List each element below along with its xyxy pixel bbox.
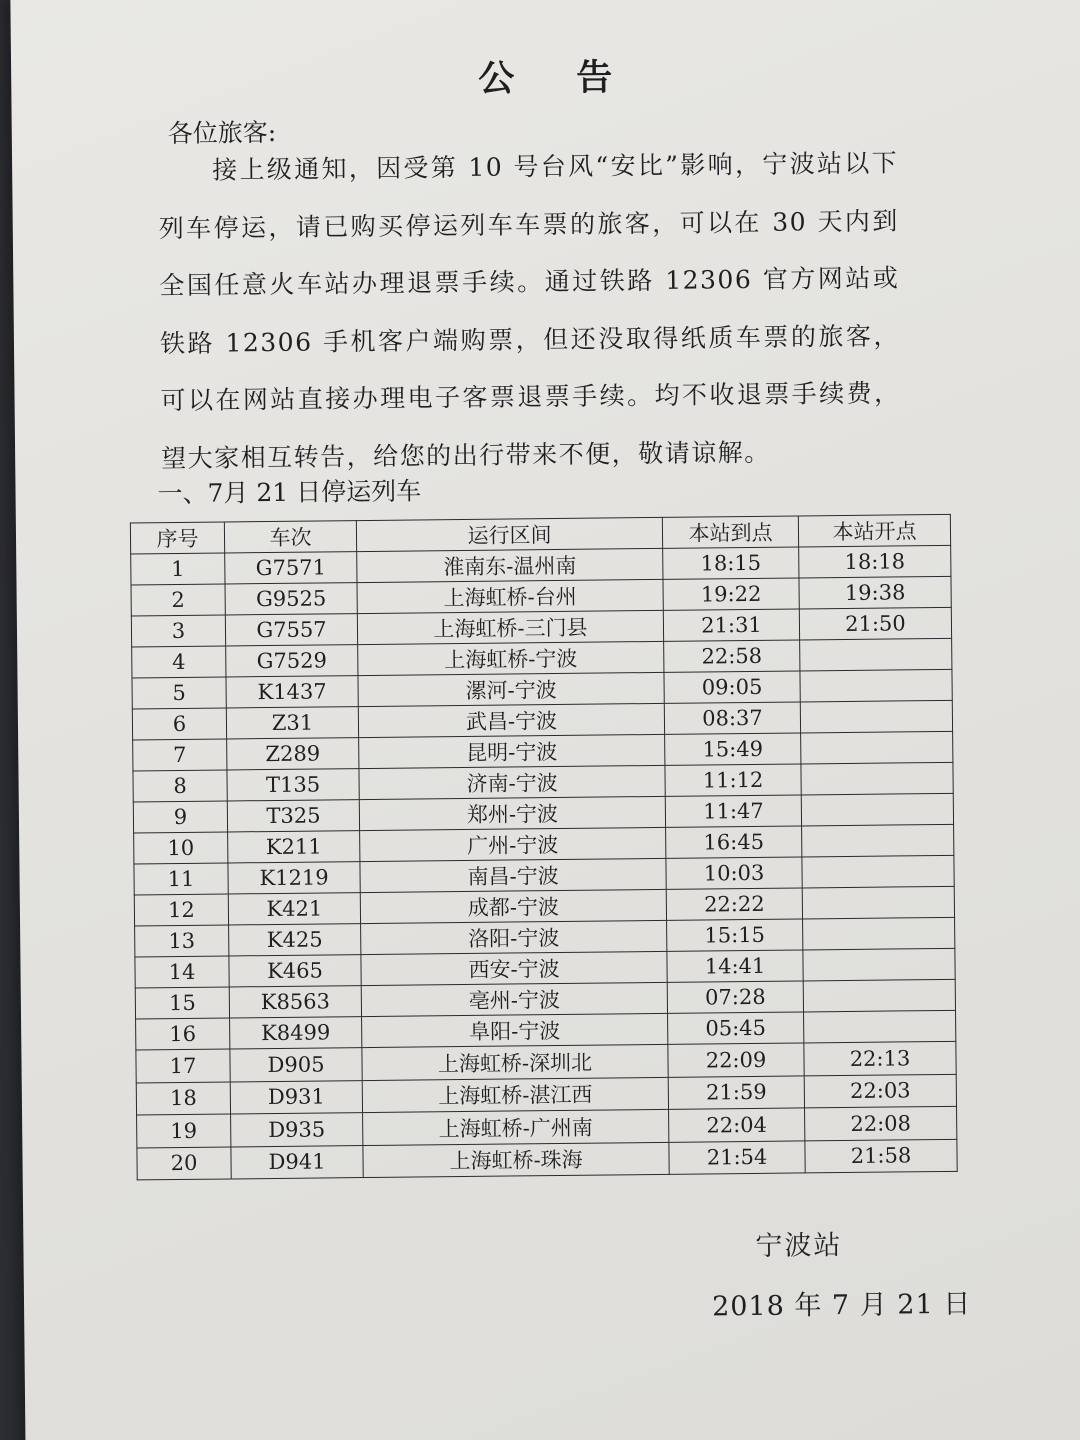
notice-paper	[10, 0, 1080, 1440]
cell-train: T135	[227, 769, 359, 801]
cell-route: 成都-宁波	[360, 889, 666, 923]
cell-departure	[801, 731, 953, 764]
cell-route: 上海虹桥-广州南	[363, 1109, 669, 1145]
cell-route: 上海虹桥-宁波	[358, 641, 664, 675]
cell-route: 上海虹桥-三门县	[357, 610, 663, 644]
cell-route: 亳州-宁波	[361, 982, 667, 1016]
cell-train: K425	[229, 924, 361, 956]
cell-route: 洛阳-宁波	[361, 920, 667, 954]
cell-arrival: 16:45	[666, 826, 802, 858]
cell-route: 漯河-宁波	[358, 672, 664, 706]
cell-route: 阜阳-宁波	[362, 1013, 668, 1047]
cell-number: 19	[137, 1114, 231, 1147]
section-heading: 一、7月 21 日停运列车	[157, 476, 422, 509]
cell-number: 15	[135, 987, 229, 1019]
cell-number: 20	[137, 1146, 231, 1179]
cell-number: 4	[132, 646, 226, 678]
cell-train: D931	[230, 1080, 362, 1114]
station-signature: 宁波站	[755, 1230, 843, 1262]
table-body	[131, 545, 958, 1180]
cell-departure: 22:13	[804, 1041, 956, 1075]
cell-number: 9	[133, 801, 227, 833]
cell-route: 广州-宁波	[360, 827, 666, 861]
cell-number: 18	[136, 1081, 230, 1114]
cell-route: 郑州-宁波	[359, 796, 665, 830]
cell-route: 上海虹桥-台州	[357, 579, 663, 613]
suspended-trains-table	[130, 514, 958, 1181]
cell-route: 西安-宁波	[361, 951, 667, 985]
cell-number: 13	[135, 925, 229, 957]
cell-number: 11	[134, 863, 228, 895]
notice-title: 公告	[478, 56, 675, 100]
cell-train: D941	[231, 1145, 363, 1179]
cell-train: G7571	[225, 552, 357, 584]
column-header-train: 车次	[224, 521, 356, 553]
cell-departure	[801, 793, 953, 826]
cell-route: 上海虹桥-湛江西	[362, 1077, 668, 1113]
cell-train: K8499	[230, 1017, 362, 1049]
cell-arrival: 05:45	[668, 1012, 804, 1044]
cell-route: 昆明-宁波	[359, 734, 665, 768]
cell-departure	[803, 948, 955, 981]
cell-departure	[803, 917, 955, 950]
cell-arrival: 15:49	[665, 733, 801, 765]
column-header-number: 序号	[130, 522, 224, 554]
cell-arrival: 14:41	[667, 950, 803, 982]
cell-arrival: 22:04	[669, 1108, 805, 1142]
cell-route: 武昌-宁波	[358, 703, 664, 737]
cell-arrival: 22:09	[668, 1043, 804, 1077]
cell-arrival: 18:15	[663, 547, 799, 579]
cell-arrival: 08:37	[664, 702, 800, 734]
cell-train: K1437	[226, 676, 358, 708]
cell-number: 14	[135, 956, 229, 988]
cell-train: G9525	[225, 583, 357, 615]
cell-arrival: 10:03	[666, 857, 802, 889]
cell-route: 淮南东-温州南	[357, 548, 663, 582]
cell-train: G7529	[226, 645, 358, 677]
cell-number: 1	[131, 553, 225, 585]
cell-number: 17	[136, 1049, 230, 1082]
cell-route: 上海虹桥-深圳北	[362, 1044, 668, 1080]
cell-train: T325	[227, 800, 359, 832]
cell-departure	[802, 824, 954, 857]
cell-train: G7557	[225, 614, 357, 646]
cell-departure	[804, 1010, 956, 1043]
cell-departure: 18:18	[799, 545, 951, 578]
cell-number: 16	[136, 1018, 230, 1050]
cell-train: K421	[228, 893, 360, 925]
cell-train: Z31	[226, 707, 358, 739]
cell-number: 6	[132, 708, 226, 740]
cell-train: D935	[231, 1113, 363, 1147]
cell-arrival: 19:22	[663, 578, 799, 610]
cell-number: 3	[131, 615, 225, 647]
cell-departure	[801, 762, 953, 795]
column-header-arrival: 本站到点	[662, 516, 798, 548]
cell-route: 上海虹桥-珠海	[363, 1142, 669, 1178]
cell-number: 8	[133, 770, 227, 802]
column-header-departure: 本站开点	[798, 514, 950, 547]
cell-train: K211	[228, 831, 360, 863]
salutation: 各位旅客:	[167, 117, 277, 149]
cell-train: K8563	[229, 986, 361, 1018]
cell-train: D905	[230, 1048, 362, 1082]
cell-departure	[802, 855, 954, 888]
cell-departure: 21:50	[799, 607, 951, 640]
cell-route: 南昌-宁波	[360, 858, 666, 892]
cell-route: 济南-宁波	[359, 765, 665, 799]
notice-date: 2018 年 7 月 21 日	[711, 1288, 972, 1323]
cell-arrival: 21:54	[669, 1140, 805, 1174]
cell-arrival: 11:47	[665, 795, 801, 827]
cell-arrival: 21:31	[663, 609, 799, 641]
cell-train: Z289	[227, 738, 359, 770]
notice-body: 接上级通知，因受第 10 号台风“安比”影响，宁波站以下列车停运，请已购买停运列车车票的旅客，可以在 30 天内到全国任意火车站办理退票手续。通过铁路 12306 官方网站或铁路 12306 手机客户端购票，但还没取得纸质车票的旅客，可以在网站直接办理电子客票退票手续。均不收退票手续费，望大家相互转告，给您的出行带来不便，敬请谅解。	[158, 148, 901, 473]
cell-arrival: 21:59	[668, 1075, 804, 1109]
cell-arrival: 07:28	[667, 981, 803, 1013]
cell-number: 2	[131, 584, 225, 616]
cell-departure	[800, 638, 952, 671]
cell-departure: 22:08	[805, 1106, 957, 1140]
cell-number: 10	[134, 832, 228, 864]
cell-arrival: 22:22	[666, 888, 802, 920]
cell-departure: 21:58	[805, 1139, 957, 1173]
cell-departure: 22:03	[804, 1074, 956, 1108]
cell-departure	[800, 700, 952, 733]
cell-departure	[802, 886, 954, 919]
cell-arrival: 22:58	[664, 640, 800, 672]
cell-departure	[803, 979, 955, 1012]
cell-departure: 19:38	[799, 576, 951, 609]
cell-number: 5	[132, 677, 226, 709]
cell-arrival: 11:12	[665, 764, 801, 796]
cell-arrival: 09:05	[664, 671, 800, 703]
column-header-route: 运行区间	[356, 517, 662, 551]
cell-number: 7	[133, 739, 227, 771]
cell-arrival: 15:15	[667, 919, 803, 951]
cell-train: K465	[229, 955, 361, 987]
cell-train: K1219	[228, 862, 360, 894]
cell-number: 12	[134, 894, 228, 926]
cell-departure	[800, 669, 952, 702]
